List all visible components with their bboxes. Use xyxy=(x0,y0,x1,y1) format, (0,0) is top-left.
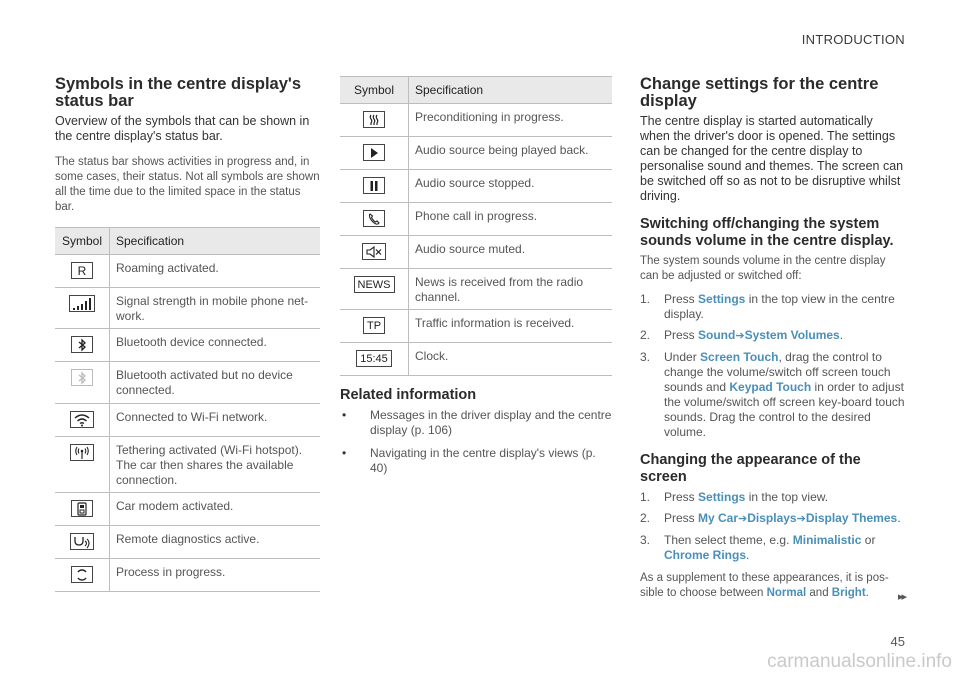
table-header xyxy=(340,77,612,104)
menu-option-settings[interactable]: Settings xyxy=(698,490,746,504)
column-symbols-continued xyxy=(340,76,612,484)
mute-icon xyxy=(362,243,386,260)
row-spec: Connected to Wi-Fi network. xyxy=(110,404,321,437)
menu-option-displays[interactable]: Displays xyxy=(747,511,797,525)
clock-icon: 15:45 xyxy=(356,350,392,367)
column-change-settings xyxy=(640,76,906,613)
related-title: Related information xyxy=(340,387,477,403)
table-row xyxy=(340,236,612,269)
column-symbols-intro xyxy=(55,76,320,592)
step-text: Press xyxy=(664,490,699,504)
row-spec: News is received from the radio channel. xyxy=(409,269,613,310)
step-number: 1. xyxy=(640,292,651,306)
menu-option-my-car[interactable]: My Car xyxy=(698,511,739,525)
row-spec: Clock. xyxy=(409,343,613,376)
next-page-icon[interactable]: ▸▸ xyxy=(897,591,905,603)
step-number: 2. xyxy=(640,511,651,525)
lead-paragraph: Overview of the symbols that can be shown in the centre display's status bar. xyxy=(55,114,310,143)
menu-option-system-volumes[interactable]: System Volumes xyxy=(744,328,840,342)
theme-option-chrome-rings[interactable]: Chrome Rings xyxy=(664,548,747,562)
body-paragraph: The status bar shows activities in progress and, in some cases, their status. Not all symbols are shown all the time due to the limited space in the status bar. xyxy=(55,156,320,213)
step-text: . xyxy=(746,548,750,562)
process-icon xyxy=(71,566,93,583)
traffic-icon: TP xyxy=(363,317,385,334)
step-text: Press xyxy=(664,292,699,306)
table-row xyxy=(55,437,320,493)
row-spec: Preconditioning in progress. xyxy=(409,104,613,137)
arrow-right-icon: ➔ xyxy=(796,513,806,525)
table-row xyxy=(340,310,612,343)
phone-icon xyxy=(363,210,385,227)
signal-strength-icon xyxy=(69,295,95,312)
row-spec: Signal strength in mobile phone net-work. xyxy=(110,288,321,329)
page-number: 45 xyxy=(890,634,905,649)
row-spec: Car modem activated. xyxy=(110,493,321,526)
step-text: in the top view in the centre display. xyxy=(664,292,895,321)
bluetooth-inactive-icon xyxy=(71,369,93,386)
outro-text: and xyxy=(806,587,832,599)
step-text: in the top view. xyxy=(745,490,829,504)
symbols-table-1 xyxy=(55,227,320,592)
table-row xyxy=(340,343,612,376)
theme-option-minimalistic[interactable]: Minimalistic xyxy=(792,533,862,547)
col-symbol-header: Symbol xyxy=(55,228,110,255)
table-row xyxy=(55,362,320,404)
section-title: Change settings for the centre display xyxy=(640,75,879,110)
step-text: Press xyxy=(664,328,699,342)
menu-option-screen-touch[interactable]: Screen Touch xyxy=(700,350,779,364)
step-number: 3. xyxy=(640,350,651,364)
list-item: 2. Press My Car➔Displays➔Display Themes. xyxy=(640,511,901,525)
step-number: 2. xyxy=(640,328,651,342)
step-text: , drag the control to change the volume/switch off screen touch sounds and xyxy=(664,350,891,394)
table-row xyxy=(340,269,612,310)
arrow-right-icon: ➔ xyxy=(735,330,745,342)
watermark: carmanualsonline.info xyxy=(767,651,952,672)
outro-paragraph xyxy=(640,571,906,601)
news-icon: NEWS xyxy=(354,276,395,293)
row-spec: Audio source being played back. xyxy=(409,137,613,170)
steps-list xyxy=(640,292,906,440)
related-link[interactable]: • Navigating in the centre display's views (p. 40) xyxy=(340,446,612,476)
hotspot-icon xyxy=(70,444,94,461)
table-row xyxy=(55,288,320,329)
row-spec: Remote diagnostics active. xyxy=(110,526,321,559)
table-row xyxy=(55,559,320,592)
row-spec: Traffic information is received. xyxy=(409,310,613,343)
wifi-icon xyxy=(70,411,94,428)
col-spec-header: Specification xyxy=(110,228,321,255)
col-spec-header: Specification xyxy=(409,77,613,104)
row-spec: Bluetooth activated but no device connected. xyxy=(110,362,321,404)
table-row xyxy=(340,203,612,236)
step-text: Under xyxy=(664,350,701,364)
steps-list xyxy=(640,490,906,563)
step-text: in order to adjust the volume/switch off screen key-board touch sounds. Drag the control to the desired volume. xyxy=(664,380,905,439)
appearance-option-bright[interactable]: Bright xyxy=(831,587,866,599)
table-row xyxy=(340,137,612,170)
menu-option-sound[interactable]: Sound xyxy=(698,328,736,342)
subsection-intro: The system sounds volume in the centre display can be adjusted or switched off: xyxy=(640,255,886,282)
menu-option-display-themes[interactable]: Display Themes xyxy=(805,511,898,525)
row-spec: Audio source stopped. xyxy=(409,170,613,203)
appearance-option-normal[interactable]: Normal xyxy=(766,587,807,599)
step-text: Press xyxy=(664,511,699,525)
table-row xyxy=(55,329,320,362)
table-row xyxy=(340,104,612,137)
menu-option-settings[interactable]: Settings xyxy=(698,292,746,306)
subsection-title: Switching off/changing the system sounds volume in the centre display. xyxy=(640,216,894,249)
row-spec: Roaming activated. xyxy=(110,255,321,288)
table-row xyxy=(55,255,320,288)
car-modem-icon xyxy=(71,500,93,517)
col-symbol-header: Symbol xyxy=(340,77,409,104)
table-row xyxy=(55,493,320,526)
menu-option-keypad-touch[interactable]: Keypad Touch xyxy=(729,380,812,394)
step-text: Then select theme, e.g. xyxy=(664,533,793,547)
table-row xyxy=(340,170,612,203)
remote-diagnostics-icon xyxy=(70,533,94,550)
table-header xyxy=(55,228,320,255)
pause-icon xyxy=(363,177,385,194)
arrow-right-icon: ➔ xyxy=(738,513,748,525)
bluetooth-icon xyxy=(71,336,93,353)
list-item xyxy=(640,350,906,440)
table-row xyxy=(55,404,320,437)
step-text: . xyxy=(839,328,844,342)
outro-text: . xyxy=(865,587,869,599)
list-item xyxy=(640,490,906,505)
subsection-title: Changing the appearance of the screen xyxy=(640,452,861,485)
step-text: or xyxy=(861,533,876,547)
row-spec: Tethering activated (Wi-Fi hotspot). The car then shares the available connection. xyxy=(110,437,321,493)
row-spec: Bluetooth device connected. xyxy=(110,329,321,362)
play-icon xyxy=(363,144,385,161)
list-item xyxy=(640,533,906,563)
row-spec: Phone call in progress. xyxy=(409,203,613,236)
related-link[interactable]: • Messages in the driver display and the centre display (p. 106) xyxy=(340,408,612,438)
list-item xyxy=(640,292,906,322)
section-header: INTRODUCTION xyxy=(801,32,905,47)
preconditioning-icon xyxy=(363,111,385,128)
outro-text: As a supplement to these appearances, it is pos-sible to choose between xyxy=(640,572,889,599)
step-number: 3. xyxy=(640,533,651,547)
symbols-table-2 xyxy=(340,76,612,376)
roaming-icon: R xyxy=(71,262,93,279)
row-spec: Process in progress. xyxy=(110,559,321,592)
table-row xyxy=(55,526,320,559)
list-item xyxy=(640,328,906,344)
lead-paragraph: The centre display is started automatically when the driver's door is opened. The settings can be changed for the centre display to personalise sound and themes. The screen can be switched off so as not to be disruptive whilst driving. xyxy=(640,114,904,203)
step-number: 1. xyxy=(640,490,651,504)
section-title: Symbols in the centre display's status bar xyxy=(55,75,302,110)
related-list xyxy=(340,408,612,476)
row-spec: Audio source muted. xyxy=(409,236,613,269)
